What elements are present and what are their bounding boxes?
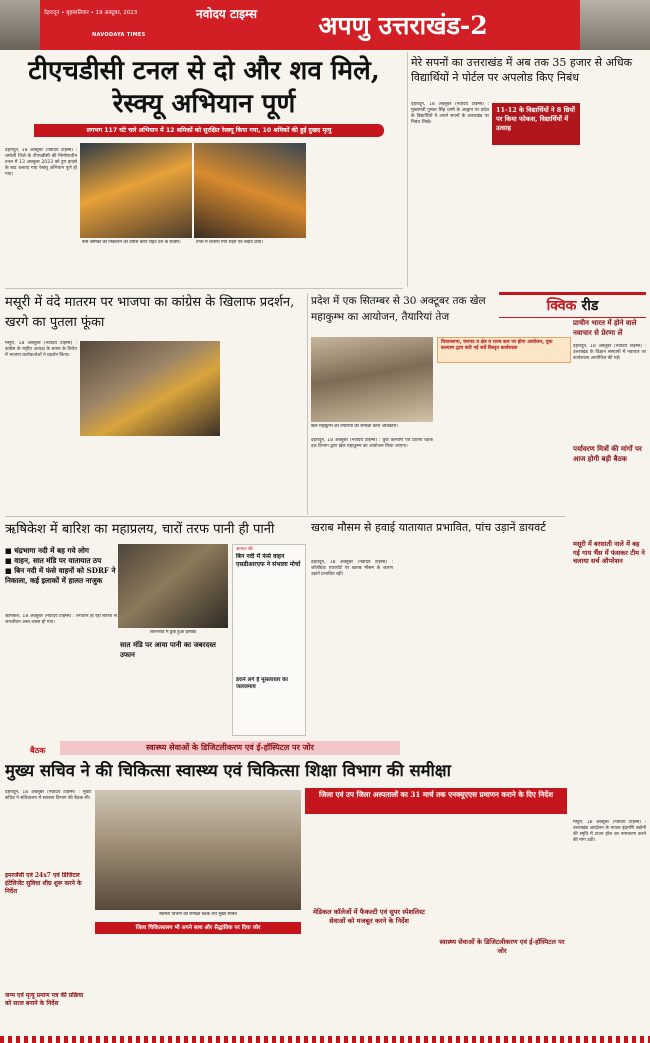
health-red-strip: जिला चिकित्सालय भी अपने साथ और सैद्धांतिक पर दिया जोर — [95, 922, 301, 934]
sports-highlight-box — [437, 337, 571, 363]
rishikesh-side-box — [232, 544, 306, 736]
sports-body-col2 — [437, 365, 501, 514]
health-headline: मुख्य सचिव ने की चिकित्सा स्वास्थ्य एवं चिकित्सा शिक्षा विभाग की समीक्षा — [5, 761, 451, 780]
vande-photo — [80, 341, 220, 436]
sports-dateline: देहरादून, 18 अक्तूबर (नवोदय टाइम्स) : युवा कल्याण एवं प्रांतीय रक्षक दल विभाग द्वारा खेल महाकुम्भ का आयोजन किया जाएगा। — [311, 438, 433, 449]
section-title: अपणु उत्तराखंड-2 — [318, 11, 488, 40]
rishikesh-divider — [5, 516, 565, 517]
quick-read-header — [499, 292, 646, 318]
sports-body-col1 — [311, 438, 433, 514]
health-dateline: देहरादून, 18 अक्तूबर (नवोदय टाइम्स) : मुख्य सचिव ने सचिवालय में स्वास्थ्य विभाग की बैठक ली। — [5, 790, 91, 801]
health-left-sub: इमरजेंसी एवं 24x7 एवं डिजिटल इंटेलिजेंट सुविधा शीघ्र शुरू करने के निर्देश — [5, 872, 82, 895]
column-divider — [407, 52, 408, 287]
health-body-col1b — [5, 910, 91, 990]
sports-photo — [311, 337, 433, 422]
bullet-item: ■ बिन नदी में फंसे वाहनों को SDRF ने निकाला, कई इलाकों में हालत नाजुक — [5, 566, 116, 585]
quick-read-label-bold: क्विक — [546, 298, 577, 314]
students-body-col2 — [528, 152, 646, 285]
sports-highlight: विधानसभा, जनपद व क्षेत्र व राज्य स्तर पर होगा आयोजन, युवा कल्याण द्वारा करी गई सर्वे विस्तृत कार्यशाला — [441, 340, 553, 352]
health-body-col3 — [200, 936, 300, 1036]
lead-body-col2 — [5, 244, 77, 284]
health-body-col2 — [95, 936, 195, 1036]
vande-body-col3 — [224, 341, 304, 512]
health-body-col7 — [437, 960, 567, 1036]
rishikesh-headline: ऋषिकेश में बारिश का महाप्रलय, चारों तरफ पानी ही पानी — [5, 522, 275, 537]
health-side-box — [305, 788, 567, 814]
vande-body-col2 — [80, 440, 220, 512]
lead-photo-right — [194, 143, 306, 238]
sports-divider — [307, 293, 308, 515]
masthead-temple-art-right — [580, 0, 650, 50]
weather-body-col3 — [483, 560, 567, 736]
health-body-col1 — [5, 790, 91, 870]
health-kicker: बैठक — [30, 745, 46, 755]
rishikesh-bullets — [5, 546, 117, 610]
lead-dateline: देहरादून, 18 अक्तूबर (नवोदय टाइम्स) : चमोली जिले के टीएचडीसी की निर्माणाधीन टनल में 13 अक्तूबर 2023 को हुए हादसे के बाद चलाया गया रेस्क्यू अभियान पूर्ण हो गया। — [5, 148, 77, 177]
quick-item1-body — [573, 344, 646, 442]
rishikesh-side-body2 — [233, 693, 305, 733]
lead-subhead: लगभग 117 घंटे चले अभियान में 12 श्रमिकों को सुरक्षित रेस्क्यू किया गया, 10 श्रमिकों की हुई दुखद मृत्यु — [34, 124, 384, 137]
health-side-box-text: जिला एवं उप जिला अस्पतालों का 31 मार्च तक एनक्यूएएस प्रमाणन कराने के दिए निर्देश — [319, 790, 553, 799]
lead-headline: टीएचडीसी टनल से दो और शव मिले, रेस्क्यू अभियान पूर्ण — [28, 56, 380, 119]
quick-item3-headline: मसूरी में बरसाती नाले में बह गई गाय भैंस में फंसकर टीम ने चलाया सर्च ऑपरेशन — [573, 540, 645, 565]
mussoorie-dateline: मसूरी, 18 अक्तूबर (नवोदय टाइम्स) : उत्तराखंड आंदोलन के नायक इंद्रमणि बडोनी की स्मृति में टाउन हॉल का नामकरण करने की मांग उठी। — [573, 820, 646, 843]
quick-item3-body — [573, 578, 646, 728]
health-photo — [95, 790, 301, 910]
health-left-sub2: जन्म एवं मृत्यु प्रमाण पत्र की प्रक्रिया को सरल बनाने के निर्देश — [5, 992, 84, 1007]
masthead — [0, 0, 650, 50]
health-body-col6 — [305, 940, 433, 1036]
rishikesh-body-col1 — [5, 614, 117, 734]
bullet-item: ■ वाहन, सात मंडि पर यातायात ठप — [5, 556, 102, 565]
rishikesh-dateline: ऋषिकेश, 18 अक्तूबर (नवोदय टाइम्स) : लगातार हो रही बारिश से जनजीवन अस्त-व्यस्त हो गया। — [5, 614, 117, 625]
masthead-temple-art-left — [0, 0, 40, 50]
health-caption: स्वास्थ्य विभाग की समीक्षा बैठक लेते मुख्य सचिव — [159, 912, 237, 917]
students-body-col3 — [584, 102, 646, 150]
rishikesh-side-headline: बिन नदी में फंसे वाहन एसडीआरएफ ने संभाला मोर्चा — [236, 553, 301, 568]
lead-photo-left — [80, 143, 192, 238]
sports-body-col3 — [505, 365, 569, 514]
weather-dateline: देहरादून, 18 अक्तूबर (नवोदय टाइम्स) : जॉलीग्रांट एयरपोर्ट पर खराब मौसम के कारण उड़ानें प्रभावित रहीं। — [311, 560, 393, 577]
students-highlight-box — [492, 103, 580, 145]
quick-item1-headline: प्राचीन भारत में होने वाले नवाचार से प्रेरणा लें — [573, 318, 637, 337]
health-body-col5 — [437, 818, 567, 906]
health-strap: स्वास्थ्य सेवाओं के डिजिटलीकरण एवं ई-हॉस्पिटल पर जोर — [60, 741, 400, 755]
lead-caption-right: टनल में चलाया गया राहत एवं बचाव कार्य। — [196, 240, 263, 245]
masthead-dateline: देहरादून • बृहस्पतिवार • 19 अक्टूबर, 2023 — [44, 10, 138, 16]
bottom-border — [0, 1036, 650, 1043]
quick-read-label: रीड — [581, 298, 599, 314]
rishikesh-side-sub: डराने लगे हैं मूसलाधार का जलजमाव — [236, 677, 288, 690]
lead-body-col1 — [5, 148, 77, 240]
students-body-col1 — [411, 152, 523, 285]
lead-divider — [5, 288, 403, 289]
sports-headline: प्रदेश में एक सितम्बर से 30 अक्टूबर तक खेल महाकुम्भ का आयोजन, तैयारियां तेज — [311, 295, 486, 323]
quick-item2-body — [573, 472, 646, 532]
health-body-col1c — [5, 1011, 91, 1035]
weather-body-col1 — [311, 560, 393, 736]
students-headline: मेरे सपनों का उत्तराखंड में अब तक 35 हजार से अधिक विद्यार्थियों ने पोर्टल पर अपलोड किए निबंध — [411, 56, 633, 84]
students-dateline: देहरादून, 18 अक्तूबर (नवोदय टाइम्स) : मुख्यमंत्री पुष्कर सिंह धामी के आह्वान पर प्रदेश के विद्यार्थियों ने अपने सपनों के उत्तराखंड पर निबंध लिखे। — [411, 102, 489, 125]
rishikesh-photo — [118, 544, 228, 628]
mussoorie-headline-display — [573, 735, 646, 815]
rishikesh-side-body — [233, 577, 305, 677]
bullet-text: बिन नदी में फंसे वाहनों को SDRF ने निकाला, कई इलाकों में हालत नाजुक — [5, 566, 116, 585]
bullet-text: वाहन, सात मंडि पर यातायात ठप — [14, 556, 102, 565]
health-sub1: मेडिकल कॉलेजों में फैकल्टी एवं सुपर स्पेशलिस्ट सेवाओं को मजबूत करने के निर्देश — [313, 908, 425, 925]
bullet-text: चंद्रभागा नदी में बह गये लोग — [14, 546, 89, 555]
mussoorie-body-col1 — [573, 820, 646, 1035]
rishikesh-body-col2 — [120, 664, 228, 734]
paper-name-english: NAVODAYA TIMES — [92, 32, 146, 38]
rishikesh-caption: जलभराव में डूबा हुआ इलाका — [149, 630, 197, 635]
quick-dateline: देहरादून, 18 अक्तूबर (नवोदय टाइम्स) : उत्तराखंड के विज्ञान संस्थानों में नवाचार पर कार्यशाला आयोजित की गई। — [573, 344, 646, 361]
lead-body-col3 — [310, 148, 404, 284]
vande-body-col1 — [5, 341, 77, 512]
quick-item2-headline: पर्यावरण मित्रों की मांगों पर आज होगी बड़ी बैठक — [573, 444, 642, 463]
vande-dateline: मसूरी, 18 अक्तूबर (नवोदय टाइम्स) : कांग्रेस के राष्ट्रीय अध्यक्ष के बयान के विरोध में भाजपा कार्यकर्ताओं ने प्रदर्शन किया। — [5, 341, 77, 358]
lead-caption-left: फंसे श्रमिकों को निकालने का प्रयास करते राहत दल के सदस्य। — [82, 240, 181, 245]
bullet-item: ■ चंद्रभागा नदी में बह गये लोग — [5, 546, 89, 555]
rishikesh-inset-headline: सात मंडि पर आया पानी का जबरदस्त उफान — [120, 640, 216, 659]
rishikesh-inset-label: आफत की — [236, 547, 253, 552]
vande-headline: मसूरी में वंदे मातरम पर भाजपा का कांग्रेस के खिलाफ प्रदर्शन, खरगे का पुतला फूंका — [5, 295, 295, 330]
health-sub2: स्वास्थ्य सेवाओं के डिजिटलीकरण एवं ई-हॉस्पिटल पर जोर — [439, 938, 565, 955]
weather-body-col2 — [397, 560, 479, 736]
students-highlight: 11-12 के विद्यार्थियों ने 8 थ्रियों पर किया फोकस, विद्यार्थियों में उत्साह — [496, 106, 575, 132]
weather-headline: खराब मौसम से हवाई यातायात प्रभावित, पांच उड़ानें डायवर्ट — [311, 521, 546, 534]
paper-name: नवोदय टाइम्स — [196, 7, 258, 21]
health-body-col4 — [305, 818, 433, 906]
sports-caption: खेल महाकुम्भ की तैयारियों की समीक्षा करते अधिकारी। — [311, 424, 399, 429]
